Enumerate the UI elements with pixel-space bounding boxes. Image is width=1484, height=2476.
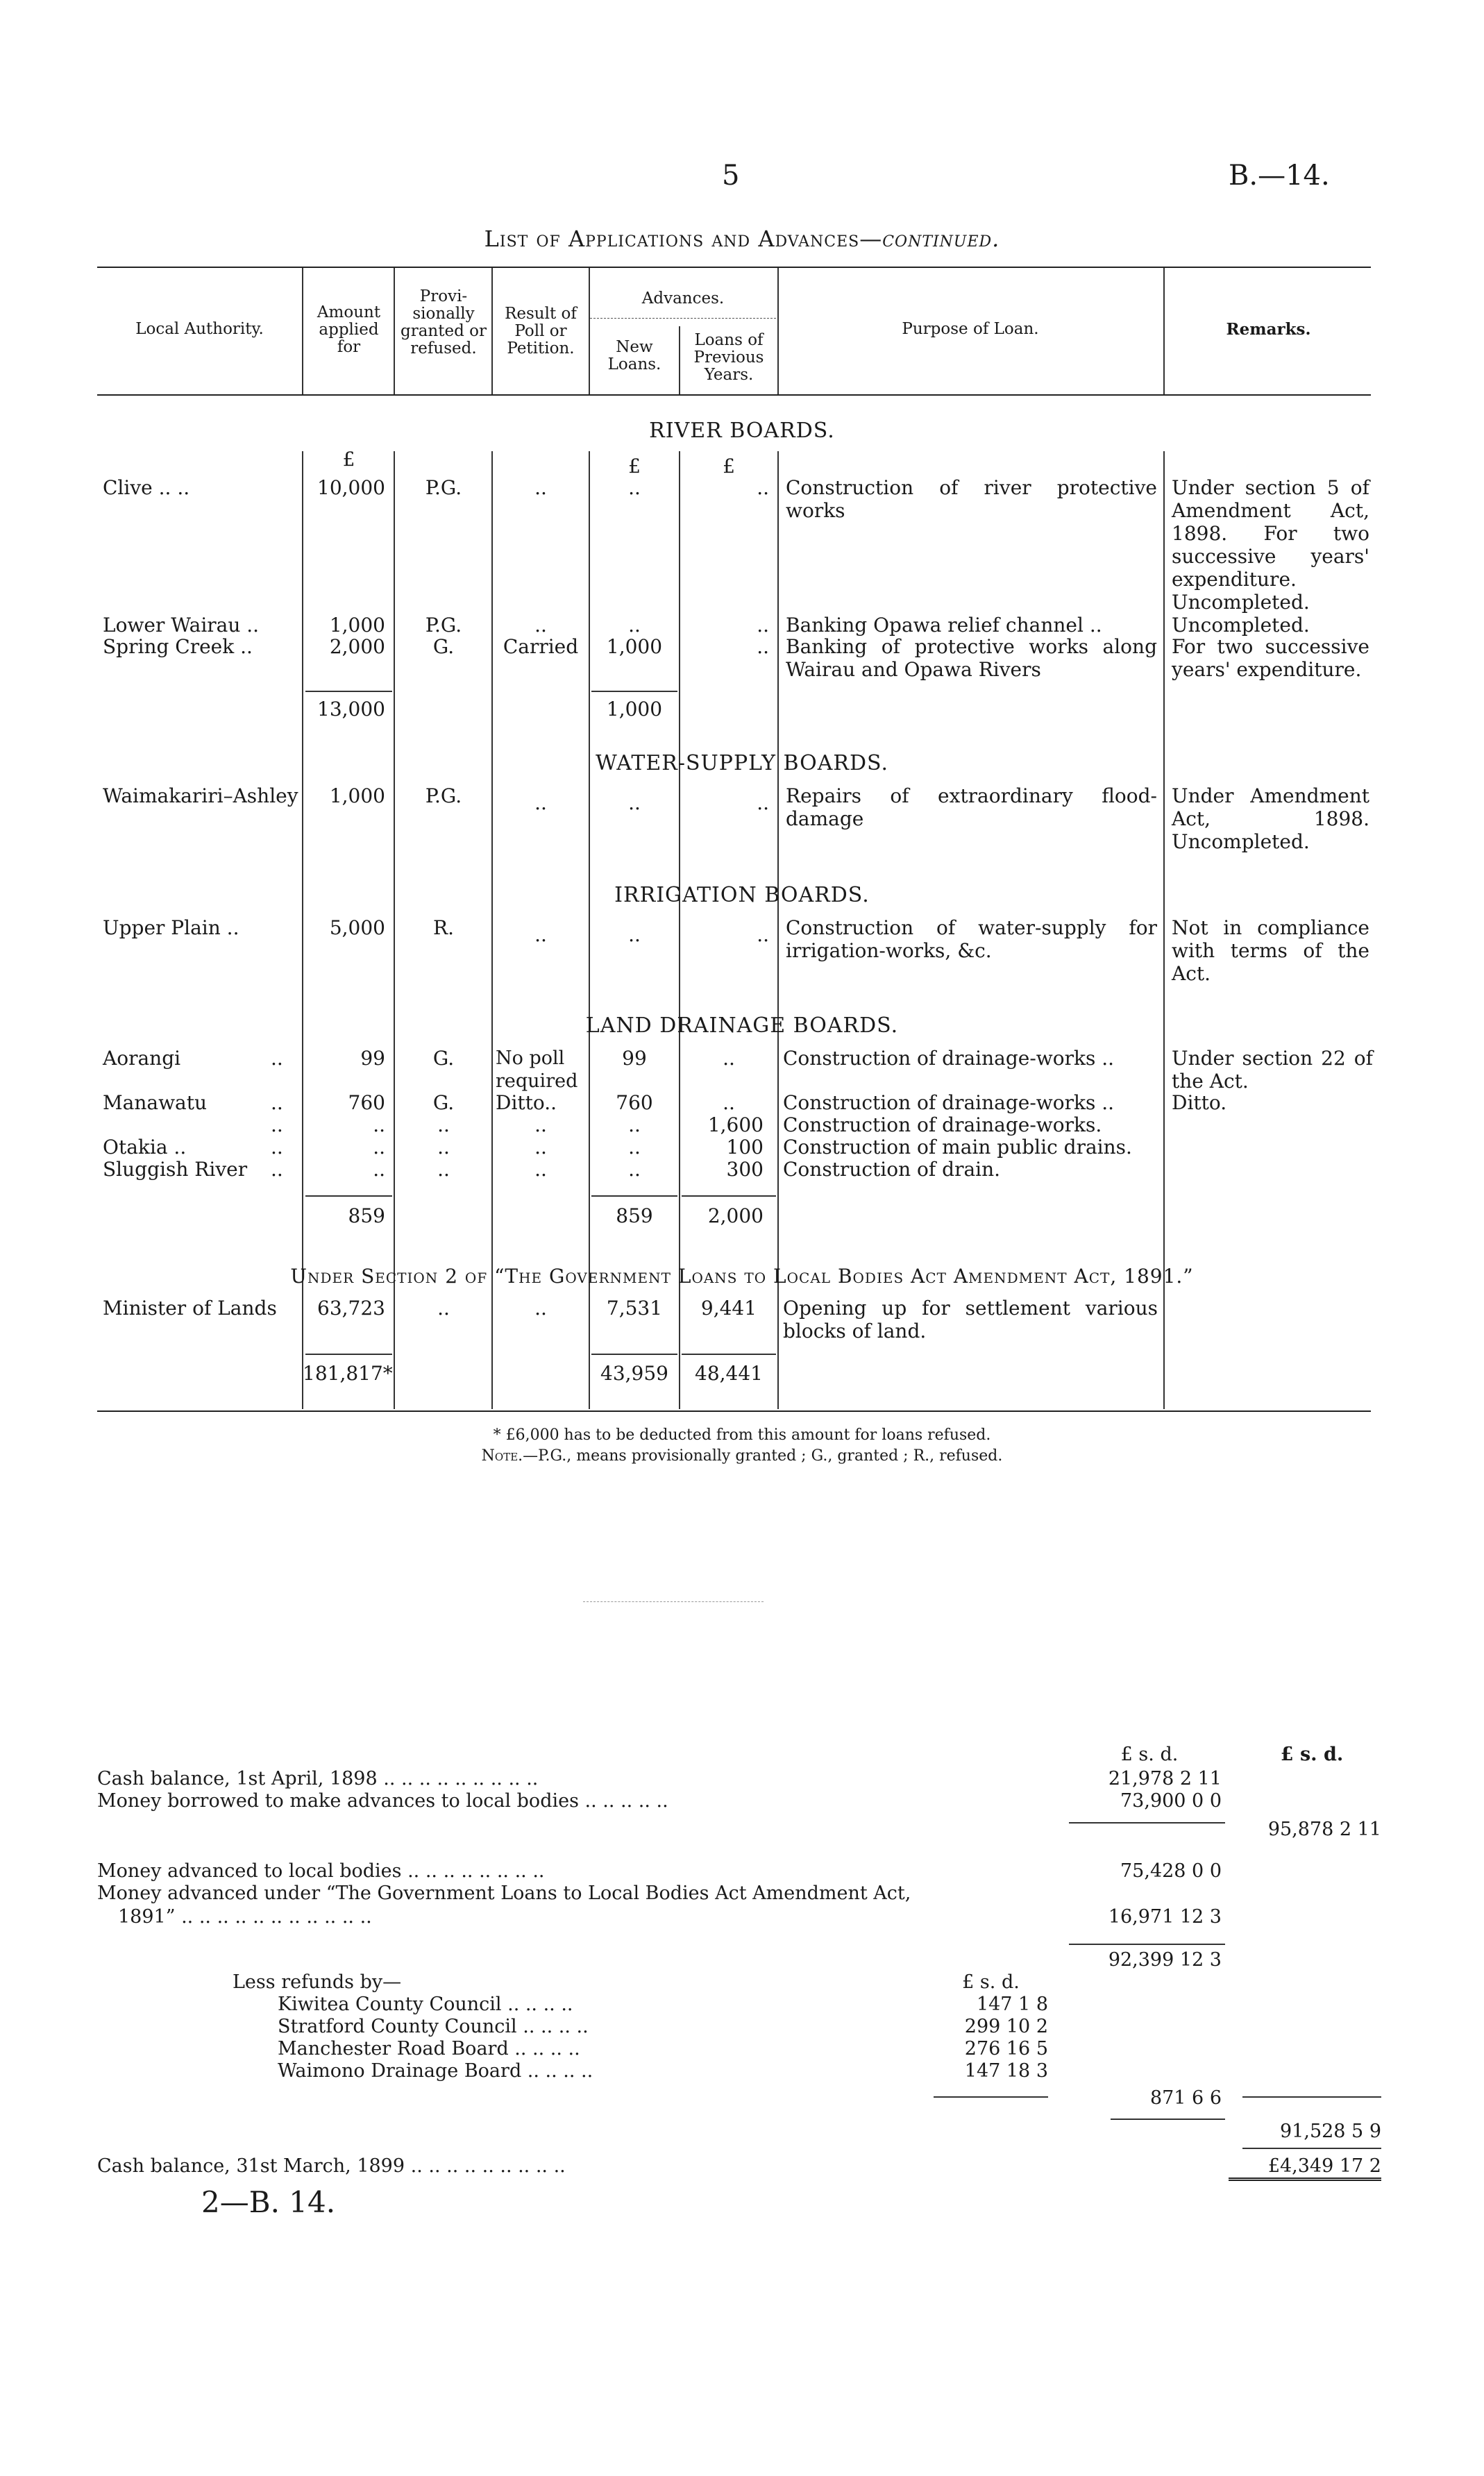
row-new-loans: .. [628, 1158, 641, 1181]
government-loans-label-1: Money advanced under “The Government Loans to Local Bodies Act Amendment Act, [97, 1883, 911, 1904]
row-leader-dots: .. [271, 1047, 283, 1070]
refund-value: 147 18 3 [964, 2060, 1048, 2082]
grand-total-previous: 48,441 [695, 1362, 763, 1385]
receipts-total: 95,878 2 11 [1267, 1819, 1381, 1840]
row-previous-loans: 9,441 [700, 1297, 757, 1320]
row-authority: Waimakariri–Ashley [103, 784, 298, 807]
sum-rule [1069, 1944, 1225, 1945]
closing-balance-label: Cash balance, 31st March, 1899 .. .. .. .. .. .. .. .. .. [97, 2155, 566, 2177]
row-leader-dots: .. [271, 1136, 283, 1159]
row-authority: Upper Plain .. [103, 916, 239, 939]
borrowed-value: 73,900 0 0 [1120, 1790, 1222, 1812]
section-title-river: RIVER BOARDS. [649, 419, 835, 443]
row-purpose: Construction of drainage-works. [783, 1113, 1102, 1136]
header-previous-loans: Loans of Previous Years. [693, 331, 764, 384]
net-advanced: 91,528 5 9 [1280, 2121, 1381, 2142]
opening-balance-value: 21,978 2 11 [1108, 1768, 1222, 1789]
row-authority: Manawatu [103, 1091, 208, 1114]
header-remarks: Remarks. [1226, 320, 1311, 339]
row-provisional: R. [433, 916, 454, 939]
row-previous-loans: .. [757, 791, 769, 814]
header-advances: Advances. [641, 289, 725, 308]
row-result: .. [534, 1113, 547, 1136]
row-authority: Minister of Lands [103, 1297, 277, 1320]
header-amount: Amount applied for [317, 303, 381, 356]
row-provisional: .. [437, 1136, 450, 1159]
row-new-loans: 1,000 [606, 635, 663, 658]
row-new-loans: .. [628, 1113, 641, 1136]
government-loans-value: 16,971 12 3 [1108, 1906, 1222, 1928]
refunds-header: £ s. d. [962, 1971, 1020, 1993]
refund-value: 276 16 5 [964, 2038, 1048, 2060]
refund-value: 299 10 2 [964, 2016, 1048, 2037]
row-previous-loans: .. [723, 1047, 735, 1070]
row-result: .. [534, 1297, 547, 1320]
row-result: .. [534, 476, 547, 499]
title-continued: continued. [882, 226, 1000, 252]
row-new-loans: 7,531 [606, 1297, 663, 1320]
row-new-loans: 760 [616, 1091, 653, 1114]
row-amount: .. [373, 1136, 385, 1159]
row-remarks: Ditto. [1172, 1091, 1227, 1114]
row-remarks: Under section 22 of the Act. [1172, 1047, 1373, 1093]
row-previous-loans: .. [723, 1091, 735, 1114]
drainage-total-new: 859 [616, 1204, 653, 1227]
refund-label: Stratford County Council .. .. .. .. [278, 2016, 589, 2037]
row-purpose: Construction of water-supply for irrigation-works, &c. [786, 916, 1157, 962]
row-provisional: G. [432, 1047, 455, 1070]
row-new-loans: .. [628, 923, 641, 946]
total-rule [682, 1195, 776, 1197]
row-provisional: .. [437, 1113, 450, 1136]
col-divider [394, 268, 395, 394]
row-provisional: G. [432, 635, 455, 658]
header-provisional: Provi-sionally granted or refused. [400, 287, 487, 357]
row-result: Carried [503, 635, 579, 658]
total-rule [591, 1354, 677, 1355]
total-rule [305, 1354, 392, 1355]
river-total-amount: 13,000 [317, 698, 385, 721]
row-purpose: Repairs of extraordinary flood-damage [786, 784, 1157, 830]
row-amount: 760 [348, 1091, 385, 1114]
header-new-loans: New Loans. [607, 338, 661, 373]
row-purpose: Banking of protective works along Wairau and Opawa Rivers [786, 635, 1157, 681]
row-purpose: Construction of drainage-works .. [783, 1047, 1115, 1070]
header-local-authority: Local Authority. [135, 320, 264, 338]
footnote-star: * £6,000 has to be deducted from this amount for loans refused. [493, 1426, 991, 1444]
refund-value: 147 1 8 [976, 1994, 1048, 2015]
refund-label: Kiwitea County Council .. .. .. .. [278, 1994, 573, 2015]
sum-rule [1242, 2148, 1381, 2149]
row-remarks: For two successive years' expenditure. [1172, 635, 1369, 681]
pound-sign: £ [628, 455, 641, 478]
document-reference: B.—14. [1229, 160, 1330, 192]
sum-rule [1069, 1822, 1225, 1824]
col-divider [302, 268, 303, 394]
refund-total: 871 6 6 [1149, 2087, 1222, 2109]
col-divider [491, 268, 493, 394]
borrowed-label: Money borrowed to make advances to local bodies .. .. .. .. .. [97, 1790, 668, 1812]
row-remarks: Under Amendment Act, 1898. Uncompleted. [1172, 784, 1369, 853]
refund-label: Waimono Drainage Board .. .. .. .. [278, 2060, 593, 2082]
section-title-water: WATER-SUPPLY BOARDS. [595, 751, 889, 775]
grand-total-amount: 181,817* [303, 1362, 393, 1385]
row-amount: 10,000 [317, 476, 385, 499]
row-remarks: Not in compliance with terms of the Act. [1172, 916, 1369, 985]
advanced-value: 75,428 0 0 [1120, 1860, 1222, 1882]
row-previous-loans: 300 [726, 1158, 764, 1181]
row-authority: Sluggish River [103, 1158, 248, 1181]
header-result: Result of Poll or Petition. [505, 305, 577, 357]
col-divider [1163, 268, 1165, 394]
row-amount: .. [373, 1113, 385, 1136]
row-previous-loans: .. [757, 635, 769, 658]
pound-sign: £ [342, 448, 355, 471]
row-authority: Otakia .. [103, 1136, 187, 1159]
row-leader-dots: .. [271, 1091, 283, 1114]
sum-rule [1111, 2119, 1225, 2120]
row-provisional: .. [437, 1158, 450, 1181]
row-provisional: G. [432, 1091, 455, 1114]
row-authority: Aorangi [103, 1047, 181, 1070]
table-bottom-rule [97, 1410, 1371, 1412]
row-result: Ditto.. [496, 1091, 557, 1114]
row-authority: Lower Wairau .. [103, 614, 260, 637]
row-purpose: Banking Opawa relief channel .. [786, 614, 1102, 637]
row-amount: 99 [360, 1047, 385, 1070]
drainage-total-previous: 2,000 [707, 1204, 764, 1227]
refund-label: Manchester Road Board .. .. .. .. [278, 2038, 580, 2060]
row-new-loans: .. [628, 476, 641, 499]
page-number: 5 [722, 160, 740, 192]
pound-sign: £ [723, 455, 735, 478]
row-amount: 1,000 [329, 614, 385, 637]
section-title-government-loans: Under Section 2 of “The Government Loans to Local Bodies Act Amendment Act, 1891.” [290, 1265, 1194, 1288]
total-rule [591, 1195, 677, 1197]
section-title-irrigation: IRRIGATION BOARDS. [614, 883, 870, 907]
row-authority: Spring Creek .. [103, 635, 253, 658]
note-label: Note. [481, 1447, 523, 1465]
closing-balance-value: £4,349 17 2 [1229, 2155, 1381, 2181]
table-title [0, 226, 1484, 252]
row-purpose: Opening up for settlement various blocks of land. [783, 1297, 1158, 1342]
less-refunds-label: Less refunds by— [233, 1971, 402, 1993]
row-amount: 1,000 [329, 784, 385, 807]
row-new-loans: .. [628, 614, 641, 637]
col-divider [679, 326, 680, 394]
row-new-loans: .. [628, 1136, 641, 1159]
total-rule [591, 691, 677, 692]
advances-subtotal: 92,399 12 3 [1108, 1949, 1222, 1971]
row-amount: 63,723 [317, 1297, 385, 1320]
table-top-rule [97, 267, 1371, 268]
row-remarks: Under section 5 of Amendment Act, 1898. For two successive years' expenditure. Uncompleted. [1172, 476, 1369, 614]
divider [583, 1601, 764, 1602]
title-main: List of Applications and Advances— [484, 226, 883, 252]
row-leader-dots: .. [271, 1113, 283, 1136]
row-purpose: Construction of drainage-works .. [783, 1091, 1115, 1114]
row-result: .. [534, 614, 547, 637]
row-remarks: Uncompleted. [1172, 614, 1310, 637]
row-result: .. [534, 1136, 547, 1159]
row-previous-loans: .. [757, 476, 769, 499]
opening-balance-label: Cash balance, 1st April, 1898 .. .. .. .. .. .. .. .. .. [97, 1768, 539, 1789]
row-result: .. [534, 791, 547, 814]
row-authority: Clive .. .. [103, 476, 190, 499]
advances-rule [590, 318, 776, 319]
row-provisional: P.G. [425, 614, 462, 637]
row-leader-dots: .. [271, 1158, 283, 1181]
row-purpose: Construction of drain. [783, 1158, 1001, 1181]
row-provisional: .. [437, 1297, 450, 1320]
row-new-loans: 99 [622, 1047, 647, 1070]
row-purpose: Construction of main public drains. [783, 1136, 1132, 1159]
row-result: .. [534, 1158, 547, 1181]
header-bottom-rule [97, 394, 1371, 396]
row-amount: 5,000 [329, 916, 385, 939]
cash-header-middle: £ s. d. [1120, 1744, 1179, 1765]
row-previous-loans: .. [757, 614, 769, 637]
advanced-label: Money advanced to local bodies .. .. .. .. .. .. .. .. [97, 1860, 545, 1882]
row-previous-loans: 1,600 [707, 1113, 764, 1136]
row-result: .. [534, 923, 547, 946]
drainage-total-amount: 859 [348, 1204, 385, 1227]
river-total-new: 1,000 [606, 698, 663, 721]
row-amount: 2,000 [329, 635, 385, 658]
grand-total-new: 43,959 [600, 1362, 668, 1385]
row-amount: .. [373, 1158, 385, 1181]
row-result: No poll required [496, 1047, 578, 1092]
row-purpose: Construction of river protective works [786, 476, 1157, 522]
total-rule [682, 1354, 776, 1355]
total-rule [305, 691, 392, 692]
row-provisional: P.G. [425, 476, 462, 499]
government-loans-label-2: 1891” .. .. .. .. .. .. .. .. .. .. .. [118, 1906, 372, 1928]
cash-header-right: £ s. d. [1280, 1744, 1344, 1765]
row-previous-loans: 100 [726, 1136, 764, 1159]
note-text: —P.G., means provisionally granted ; G., granted ; R., refused. [523, 1447, 1003, 1465]
sum-rule [1242, 2096, 1381, 2098]
row-previous-loans: .. [757, 923, 769, 946]
section-title-drainage: LAND DRAINAGE BOARDS. [585, 1013, 899, 1038]
signature-mark: 2—B. 14. [201, 2185, 336, 2219]
total-rule [305, 1195, 392, 1197]
header-purpose: Purpose of Loan. [902, 320, 1039, 338]
footnote-note [0, 1447, 1484, 1465]
row-new-loans: .. [628, 791, 641, 814]
row-provisional: P.G. [425, 784, 462, 807]
col-divider [589, 268, 590, 394]
sum-rule [934, 2096, 1048, 2098]
